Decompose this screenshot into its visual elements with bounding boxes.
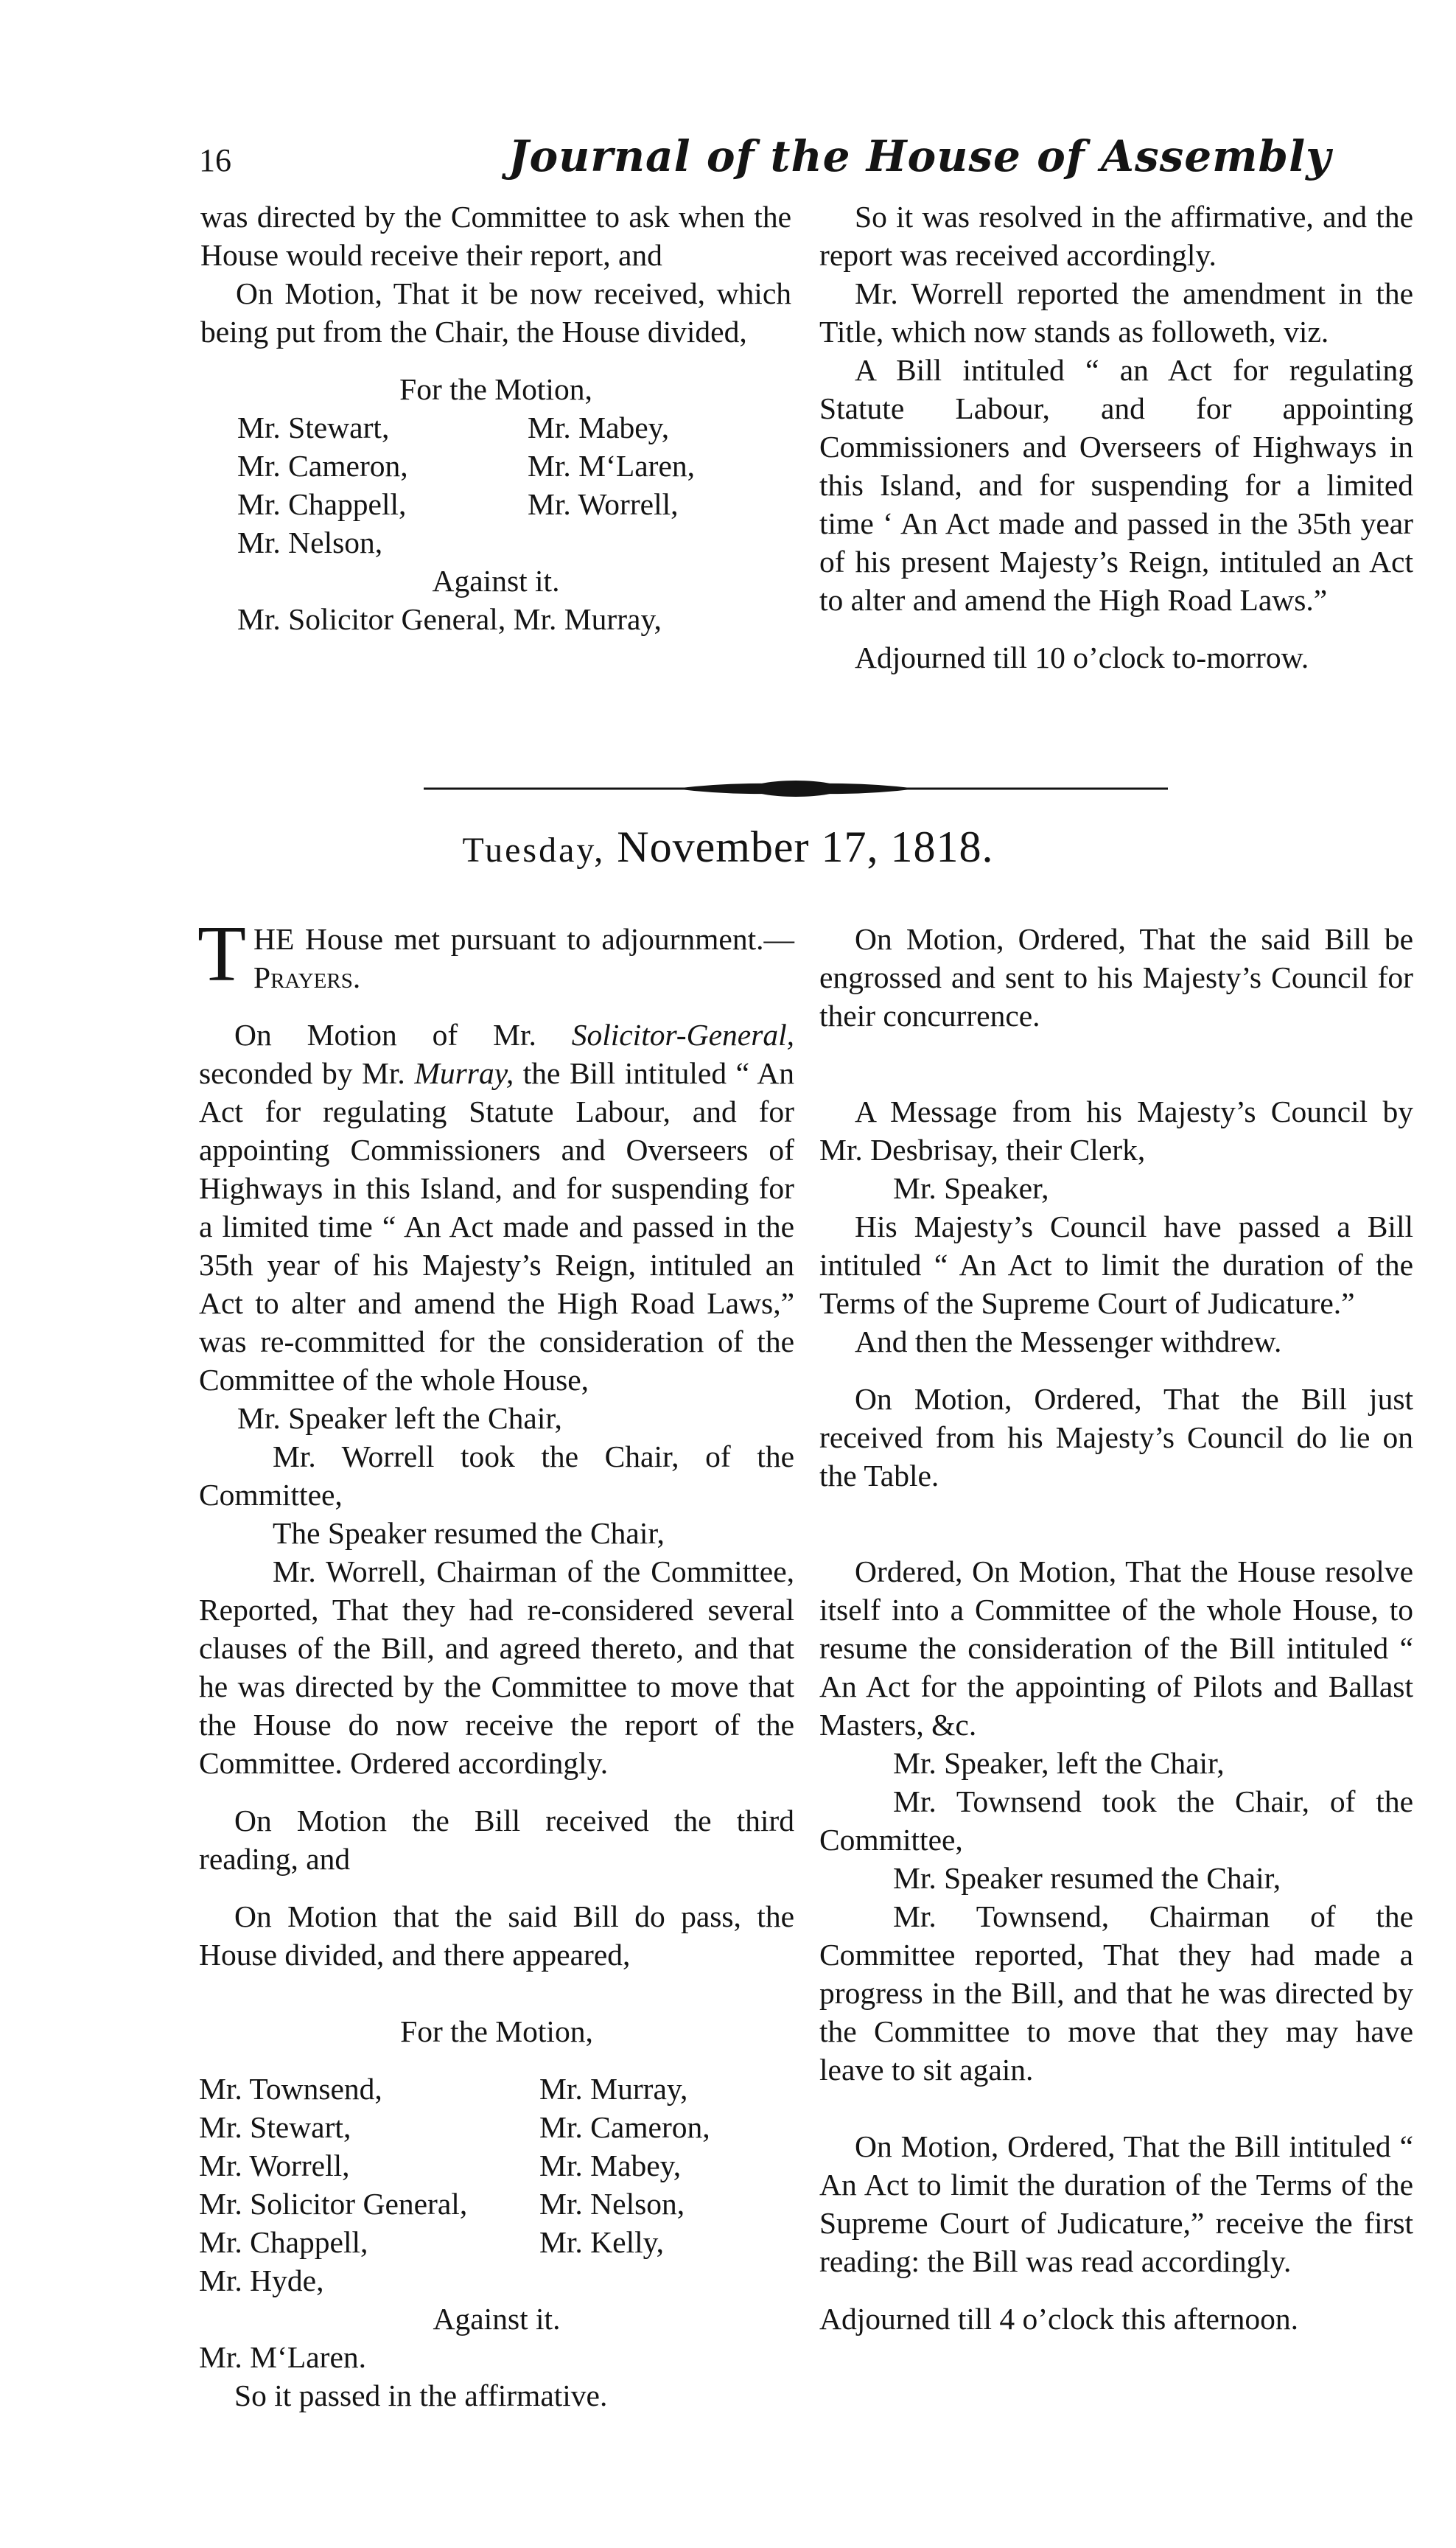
procedure-line: Mr. Townsend took the Chair, of the Committee,	[819, 1784, 1413, 1857]
voter-name: Mr. Solicitor General,	[199, 2187, 468, 2221]
voter-name	[528, 523, 822, 562]
date-heading	[0, 822, 1456, 873]
paragraph: So it passed in the affirmative.	[234, 2378, 608, 2412]
mover-name: Solicitor-General,	[571, 1018, 794, 1052]
paragraph-text: seconded by Mr.	[199, 1056, 415, 1090]
date-text: November 17, 1818.	[617, 823, 994, 871]
vote-heading: Against it.	[432, 564, 560, 598]
vote-heading: For the Motion,	[399, 372, 592, 406]
bottom-left-column	[197, 910, 795, 2415]
voter-name: Mr. Hyde,	[199, 2263, 324, 2297]
against-names: Mr. M‘Laren.	[199, 2340, 367, 2374]
vote-heading: For the Motion,	[400, 2014, 593, 2048]
voter-name: Mr. Chappell,	[237, 487, 407, 521]
seconder-name: Murray,	[414, 1056, 514, 1090]
running-title: Journal of the House of Assembly	[508, 131, 1331, 181]
paragraph: On Motion the Bill received the third reading, and	[199, 1804, 794, 1876]
paragraph: Ordered, On Motion, That the House resolve itself into a Committee of the whole House, to resume the consideration of the Bill intituled “ An Act for the appointing of Pilots and Ballast Masters, &c.	[819, 1554, 1413, 1742]
for-names	[199, 2070, 794, 2300]
procedure-line: The Speaker resumed the Chair,	[273, 1516, 665, 1550]
paragraph-text: the Bill intituled “ An Act for regulating Statute Labour, and for appointing Commissioners and Overseers of Highways in this Island, and for suspending for a limited time “ An Act made and passed in the 35th year of his Majesty’s Reign, intituled an Act to alter and amend the High Road Laws,” was re-committed for the consideration of the Committee of the whole House,	[199, 1056, 795, 1397]
voter-name: Mr. M‘Laren,	[528, 449, 696, 483]
paragraph: On Motion, Ordered, That the Bill intituled “ An Act to limit the duration of the Terms of the Supreme Court of Judicature,” receive the first reading: the Bill was read accordingly.	[819, 2129, 1413, 2278]
paragraph: A Message from his Majesty’s Council by Mr. Desbrisay, their Clerk,	[819, 1095, 1413, 1167]
top-right-column	[819, 198, 1413, 677]
paragraph: Adjourned till 10 o’clock to-morrow.	[855, 641, 1309, 674]
paragraph: On Motion, Ordered, That the said Bill be engrossed and sent to his Majesty’s Council for their concurrence.	[819, 922, 1413, 1033]
voter-name: Mr. Cameron,	[539, 2110, 710, 2144]
for-names	[200, 408, 791, 562]
procedure-line: Mr. Speaker,	[893, 1171, 1049, 1205]
paragraph-text: HE House met pursuant to adjournment.—	[253, 922, 794, 956]
paragraph: On Motion that the said Bill do pass, the House divided, and there appeared,	[199, 1899, 794, 1972]
voter-name: Mr. Townsend,	[199, 2072, 382, 2106]
voter-name: Mr. Worrell,	[528, 487, 679, 521]
paragraph: Mr. Worrell, Chairman of the Committee, Reported, That they had re-considered several clauses of the Bill, and agreed thereto, and that he was directed by the Committee to move that the House do now receive the report of the Committee. Ordered accordingly.	[199, 1554, 794, 1780]
paragraph: A Bill intituled “ an Act for regulating Statute Labour, and for appointing Commissioners and Overseers of Highways in this Island, and for suspending for a limited time ‘ An Act made and passed in the 35th year of his present Majesty’s Reign, intituled an Act to alter and amend the High Road Laws.”	[819, 353, 1413, 617]
procedure-line: Mr. Speaker, left the Chair,	[893, 1746, 1225, 1780]
vote-heading: Against it.	[433, 2302, 561, 2336]
voter-name: Mr. Murray,	[539, 2072, 688, 2106]
decorative-rule	[424, 778, 1168, 799]
paragraph: And then the Messenger withdrew.	[855, 1324, 1282, 1358]
voter-name: Mr. Nelson,	[539, 2187, 685, 2221]
bottom-right-column	[819, 920, 1413, 2338]
opening-paragraph	[197, 910, 794, 998]
paragraph	[199, 1016, 794, 1399]
voter-name	[539, 2261, 797, 2300]
paragraph: Adjourned till 4 o’clock this afternoon.	[819, 2302, 1299, 2336]
voter-name: Mr. Chappell,	[199, 2225, 368, 2259]
paragraph: His Majesty’s Council have passed a Bill intituled “ An Act to limit the duration of the Terms of the Supreme Court of Judicature.”	[819, 1210, 1413, 1320]
prayers-text: Prayers.	[253, 960, 361, 994]
day-name: Tuesday,	[462, 831, 606, 870]
against-names: Mr. Solicitor General, Mr. Murray,	[237, 602, 662, 636]
voter-name: Mr. Mabey,	[528, 411, 670, 444]
voter-name: Mr. Stewart,	[199, 2110, 351, 2144]
paragraph: Mr. Townsend, Chairman of the Committee reported, That they had made a progress in the Bill, and that he was directed by the Committee to move that they may have leave to sit again.	[819, 1899, 1413, 2087]
paragraph-text: On Motion of Mr.	[234, 1018, 572, 1052]
paragraph: was directed by the Committee to ask when the House would receive their report, and	[200, 200, 791, 272]
voter-name: Mr. Stewart,	[237, 411, 390, 444]
page-number: 16	[199, 142, 231, 178]
procedure-line: Mr. Speaker resumed the Chair,	[893, 1861, 1281, 1895]
paragraph: On Motion, Ordered, That the Bill just received from his Majesty’s Council do lie on the Table.	[819, 1382, 1413, 1493]
voter-name: Mr. Nelson,	[237, 526, 383, 559]
voter-name: Mr. Worrell,	[199, 2149, 350, 2182]
top-left-column	[200, 198, 791, 638]
drop-cap: T	[197, 910, 246, 998]
paragraph: On Motion, That it be now received, which being put from the Chair, the House divided,	[200, 276, 791, 349]
voter-name: Mr. Kelly,	[539, 2225, 665, 2259]
procedure-line: Mr. Worrell took the Chair, of the Committee,	[199, 1439, 794, 1512]
voter-name: Mr. Cameron,	[237, 449, 408, 483]
voter-name: Mr. Mabey,	[539, 2149, 682, 2182]
paragraph: Mr. Worrell reported the amendment in the Title, which now stands as followeth, viz.	[819, 276, 1413, 349]
procedure-line: Mr. Speaker left the Chair,	[237, 1401, 562, 1435]
paragraph: So it was resolved in the affirmative, and the report was received accordingly.	[819, 200, 1413, 272]
